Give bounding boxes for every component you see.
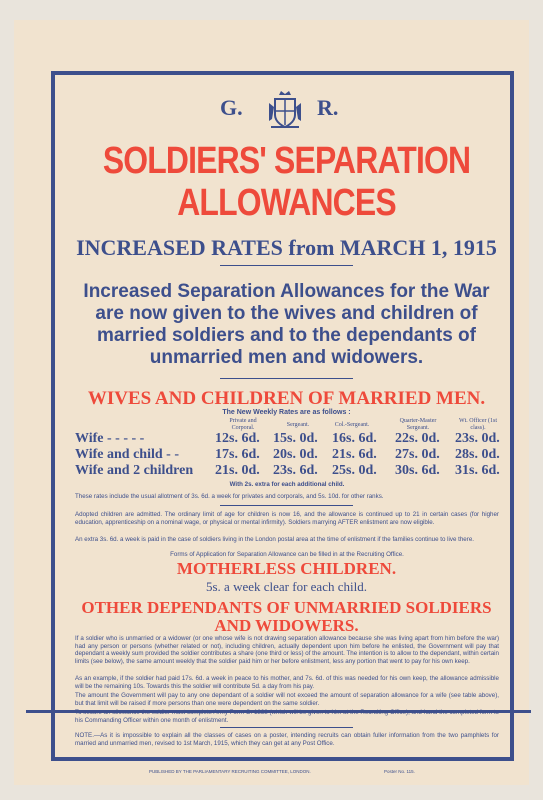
divider bbox=[220, 727, 353, 728]
poster-title-line1: SOLDIERS' SEPARATION bbox=[102, 140, 471, 182]
poster-border bbox=[51, 71, 514, 761]
publisher-line: PUBLISHED BY THE PARLIAMENTARY RECRUITING COMMITTEE, LONDON. bbox=[149, 769, 311, 774]
rate-cell: 23s. 0d. bbox=[455, 431, 500, 446]
forms-note: Forms of Application for Separation Allowance can be filled in at the Recruiting Office. bbox=[170, 551, 404, 558]
rate-cell: 25s. 0d. bbox=[332, 463, 377, 478]
other-dependants-heading-line1: OTHER DEPENDANTS OF UNMARRIED SOLDIERS bbox=[81, 598, 492, 617]
dependants-paragraph-1: If a soldier who is unmarried or a widower (or one whose wife is not drawing separation allowance because she was living apart from him before the war) had any person or persons (whether related or not), including children, actually dependent upon him before he enlisted, the Government will pay that dependant a weekly sum provided the soldier contributes a share (one third or less) of the amount. The intention is to allow to the dependant, within certain limits (see below), the same amount weekly that the soldier paid him or her before enlistment, less any portion that went to pay for his own keep. bbox=[75, 635, 499, 665]
column-header: Wt. Officer (1st class). bbox=[458, 418, 498, 431]
column-header: Private and Corporal. bbox=[229, 418, 257, 431]
dependants-paragraph-4: his Commanding Officer within one month of enlistment. bbox=[75, 716, 229, 724]
rate-cell: 21s. 0d. bbox=[215, 463, 260, 478]
royal-crest-icon bbox=[267, 89, 303, 131]
rate-cell: 21s. 6d. bbox=[332, 447, 377, 462]
rate-cell: 22s. 0d. bbox=[395, 431, 440, 446]
motherless-heading: MOTHERLESS CHILDREN. bbox=[176, 559, 397, 578]
adopted-children-note: Adopted children are admitted. The ordinary limit of age for children is now 16, and the allowance is continued up to 21 in certain cases (for higher education, apprenticeship on a nominal wage, or physical or mental infirmity). Soldiers marrying AFTER enlistment are now eligible. bbox=[75, 511, 499, 526]
other-dependants-heading-line2: AND WIDOWERS. bbox=[214, 616, 359, 635]
rate-cell: 28s. 0d. bbox=[455, 447, 500, 462]
dependants-paragraph-3: The amount the Government will pay to any one dependant of a soldier will not exceed the amount of separation allowance for a wife (see table above), but that limit will be raised if more persons than one were dependent on the same soldier. bbox=[75, 692, 499, 707]
rate-cell: 16s. 6d. bbox=[332, 431, 377, 446]
column-header: Sergeant. bbox=[286, 422, 310, 428]
rate-row-label: Wife and 2 children bbox=[75, 463, 194, 478]
post-office-note: NOTE.—As it is impossible to explain all the classes of cases on a poster, intending recruits can obtain fuller information from the two pamphlets for married and unmarried men, revised to 1st March, 1915, which they can get at any Post Office. bbox=[75, 732, 499, 747]
poster-sheet bbox=[14, 20, 529, 785]
rate-cell: 27s. 0d. bbox=[395, 447, 440, 462]
london-extra-note: An extra 3s. 6d. a week is paid in the case of soldiers living in the London postal area at the time of enlistment if the families continue to live there. bbox=[75, 536, 474, 543]
rate-cell: 17s. 6d. bbox=[215, 447, 260, 462]
rate-cell: 12s. 6d. bbox=[215, 431, 260, 446]
rates-heading: The New Weekly Rates are as follows : bbox=[222, 409, 351, 416]
allotment-note: These rates include the usual allotment of 3s. 6d. a week for privates and corporals, and 5s. 10d. for other ranks. bbox=[75, 493, 384, 500]
intro-paragraph: Increased Separation Allowances for the War are now given to the wives and children of married soldiers and to the dependants of unmarried men and widowers. bbox=[83, 281, 490, 368]
column-header: Quarter-Master Sergeant. bbox=[399, 418, 437, 431]
rate-cell: 23s. 6d. bbox=[273, 463, 318, 478]
extra-child-note: With 2s. extra for each additional child. bbox=[229, 481, 345, 488]
dependants-paragraph-2: As an example, if the soldier had paid 17s. 6d. a week in peace to his mother, and 7s. 6d. of this was needed for his own keep, the allowance admissible will be the remaining 10s. Towards this the soldier will contribute 5d. a day from his pay. bbox=[75, 675, 499, 690]
rate-cell: 31s. 6d. bbox=[455, 463, 500, 478]
divider bbox=[220, 505, 353, 506]
column-header: Col.-Sergeant. bbox=[334, 422, 370, 428]
wives-heading: WIVES AND CHILDREN OF MARRIED MEN. bbox=[87, 388, 486, 409]
footer-rule bbox=[26, 710, 531, 713]
divider bbox=[220, 378, 353, 379]
motherless-text: 5s. a week clear for each child. bbox=[206, 579, 367, 594]
rate-row-label: Wife - - - - - bbox=[75, 431, 145, 446]
rate-row-label: Wife and child - - bbox=[75, 447, 179, 462]
rate-cell: 15s. 0d. bbox=[273, 431, 318, 446]
poster-title-line2: ALLOWANCES bbox=[177, 182, 396, 224]
rate-cell: 20s. 0d. bbox=[273, 447, 318, 462]
cipher-r: R. bbox=[317, 95, 339, 120]
poster-subtitle: INCREASED RATES from MARCH 1, 1915 bbox=[76, 235, 497, 260]
cipher-g: G. bbox=[220, 95, 243, 120]
rate-cell: 30s. 6d. bbox=[395, 463, 440, 478]
poster-number: Poster No. 115. bbox=[384, 769, 415, 774]
divider bbox=[220, 265, 353, 266]
